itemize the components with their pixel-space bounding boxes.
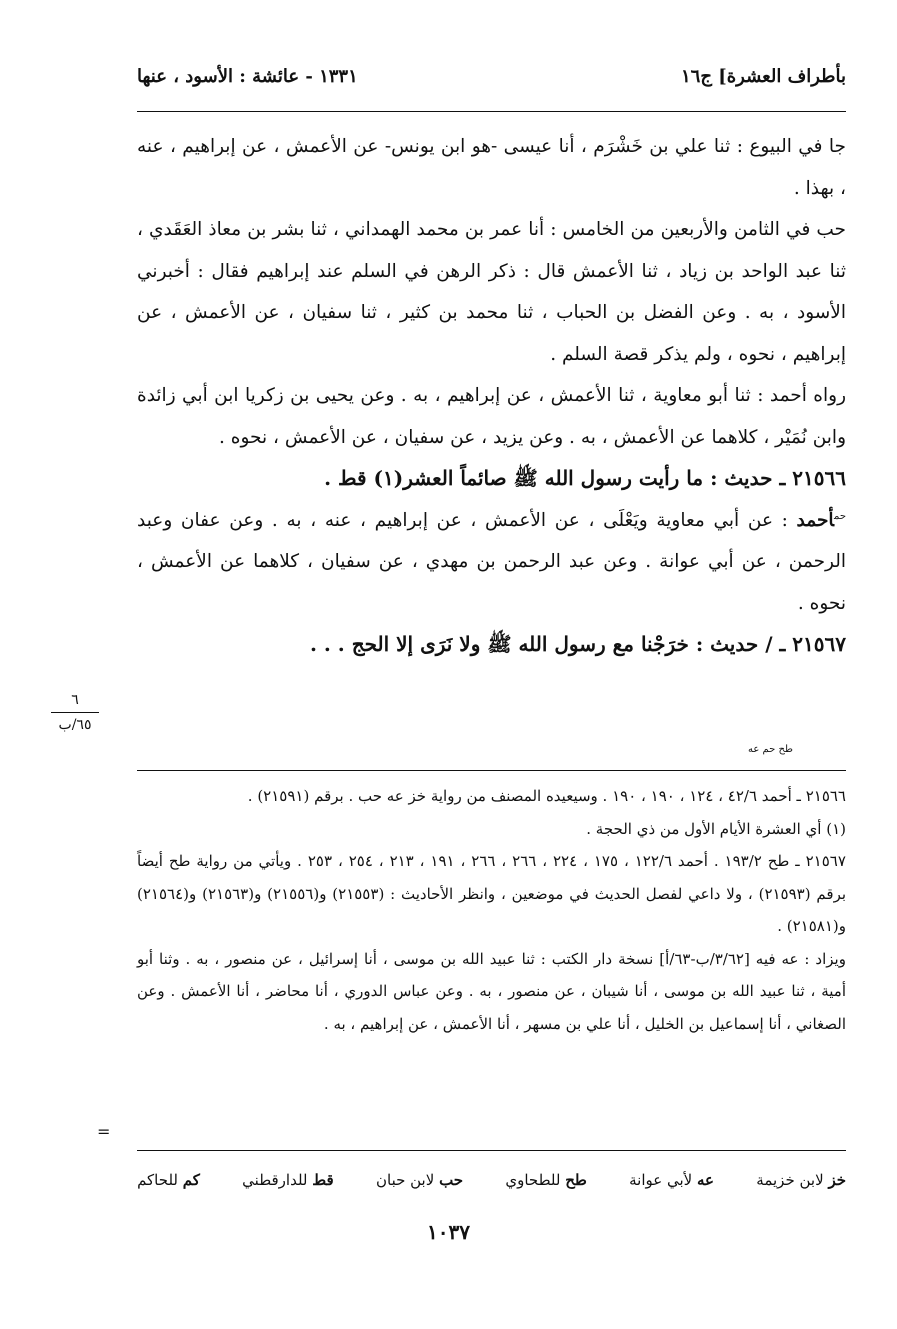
abbreviations-divider <box>137 1150 846 1151</box>
header-divider <box>137 111 846 112</box>
margin-note-bottom: ٦٥/ب <box>58 717 92 733</box>
margin-note-rule <box>51 712 99 713</box>
abbreviation-code: عه <box>697 1171 715 1189</box>
abbreviation-item <box>137 1171 200 1189</box>
abbreviation-item <box>756 1171 846 1189</box>
abbreviation-item <box>376 1171 463 1189</box>
hadith-21566-text: : عن أبي معاوية ويَعْلَى ، عن الأعمش ، عن إبراهيم ، عنه ، به . وعن عفان وعبد الرحمن ، عن أبي عوانة . وعن عبد الرحمن بن مهدي ، عن سفيان ، كلاهما عن الأعمش ، نحوه . <box>137 509 846 614</box>
abbreviation-item <box>505 1171 586 1189</box>
paragraph-hibban: حب في الثامن والأربعين من الخامس : أنا عمر بن محمد الهمداني ، ثنا بشر بن معاذ العَقَدي ، ثنا عبد الواحد بن زياد ، ثنا الأعمش قال : ذكر الرهن في السلم عند إبراهيم فقال : أخبرني الأسود ، به . وعن الفضل بن الحباب ، ثنا محمد بن كثير ، ثنا سفيان ، عن الأعمش ، عن إبراهيم ، نحوه ، ولم يذكر قصة السلم . <box>137 219 846 365</box>
manuscript-margin-note <box>45 690 105 735</box>
footnote-1: (١) أي العشرة الأيام الأول من ذي الحجة . <box>586 819 846 838</box>
margin-note-top: ٦ <box>71 692 79 708</box>
paragraph-jami: جا في البيوع : ثنا علي بن خَشْرَم ، أنا عيسى -هو ابن يونس- عن الأعمش ، عن إبراهيم ، عنه ، بهذا . <box>137 136 846 199</box>
footnote-21567: ٢١٥٦٧ ـ طح ١٩٣/٢ . أحمد ١٢٢/٦ ، ١٧٥ ، ٢٢٤ ، ٢٦٦ ، ٢٦٦ ، ١٩١ ، ٢١٣ ، ٢٥٤ ، ٢٥٣ . ويأتي من رواية طح أيضاً برقم (٢١٥٩٣) ، ولا داعي لفصل الحديث في موضعين ، وانظر الأحاديث : (٢١٥٥٣) و(٢١٥٥٦) و(٢١٥٦٣) و(٢١٥٦٤) و(٢١٥٨١) . <box>137 852 847 935</box>
abbreviation-name: للطحاوي <box>505 1171 561 1189</box>
continuation-mark: = <box>97 1122 111 1141</box>
abbreviation-item <box>629 1171 714 1189</box>
footnote-additions: ويزاد : عه فيه [٣/٦٢/ب-٦٣/أ] نسخة دار الكتب : ثنا عبيد الله بن موسى ، أنا إسرائيل ، عن منصور ، به . وثنا أبو أمية ، ثنا عبيد الله بن موسى ، أنا شيبان ، عن منصور ، به . وعن عباس الدوري ، أنا محاضر ، أنا الأعمش . وعن الصغاني ، أنا إسماعيل بن الخليل ، أنا علي بن مسهر ، أنا الأعمش ، عن إبراهيم ، به . <box>137 949 846 1033</box>
main-text <box>137 126 846 666</box>
abbreviations-legend <box>137 1160 846 1200</box>
abbreviation-code: كم <box>182 1171 200 1189</box>
abbreviation-code: حب <box>439 1171 464 1189</box>
abbreviation-code: خز <box>828 1171 846 1189</box>
hadith-21567-source-marks: طح حم عه <box>748 744 793 755</box>
abbreviation-item <box>242 1171 334 1189</box>
abbreviation-name: للحاكم <box>137 1171 178 1189</box>
paragraph-ahmad: رواه أحمد : ثنا أبو معاوية ، ثنا الأعمش ، عن إبراهيم ، به . وعن يحيى بن زكريا ابن أبي زائدة وابن نُمَيْر ، كلاهما عن الأعمش ، به . وعن يزيد ، عن سفيان ، عن الأعمش ، نحوه . <box>137 385 846 448</box>
abbreviation-name: لابن خزيمة <box>756 1171 824 1189</box>
abbreviation-code: قط <box>312 1171 334 1189</box>
footnote-divider <box>137 770 846 771</box>
source-mark: حم <box>834 510 846 522</box>
running-header <box>137 58 846 94</box>
footnotes <box>137 780 846 1040</box>
hadith-21566-body <box>137 500 846 625</box>
source-lead: أحمد <box>796 509 835 531</box>
page-number: ١٠٣٧ <box>427 1220 470 1244</box>
header-chapter: ١٣٣١ - عائشة : الأسود ، عنها <box>137 65 358 87</box>
hadith-21566-title: ٢١٥٦٦ ـ حديث : ما رأيت رسول الله ﷺ صائماً العشر(١) قط . <box>324 466 846 490</box>
hadith-21567-title: ٢١٥٦٧ ـ / حديث : خرَجْنا مع رسول الله ﷺ ولا نَرَى إلا الحج . . . <box>309 632 846 656</box>
abbreviation-name: لأبي عوانة <box>629 1171 693 1189</box>
header-volume: بأطراف العشرة] ج١٦ <box>680 65 846 87</box>
abbreviation-code: طح <box>565 1171 587 1189</box>
footnote-21566: ٢١٥٦٦ ـ أحمد ٤٢/٦ ، ١٢٤ ، ١٩٠ ، ١٩٠ . وسيعيده المصنف من رواية خز عه حب . برقم (٢١٥٩١) . <box>247 787 846 805</box>
abbreviation-name: لابن حبان <box>375 1171 435 1189</box>
abbreviation-name: للدارقطني <box>242 1171 308 1189</box>
